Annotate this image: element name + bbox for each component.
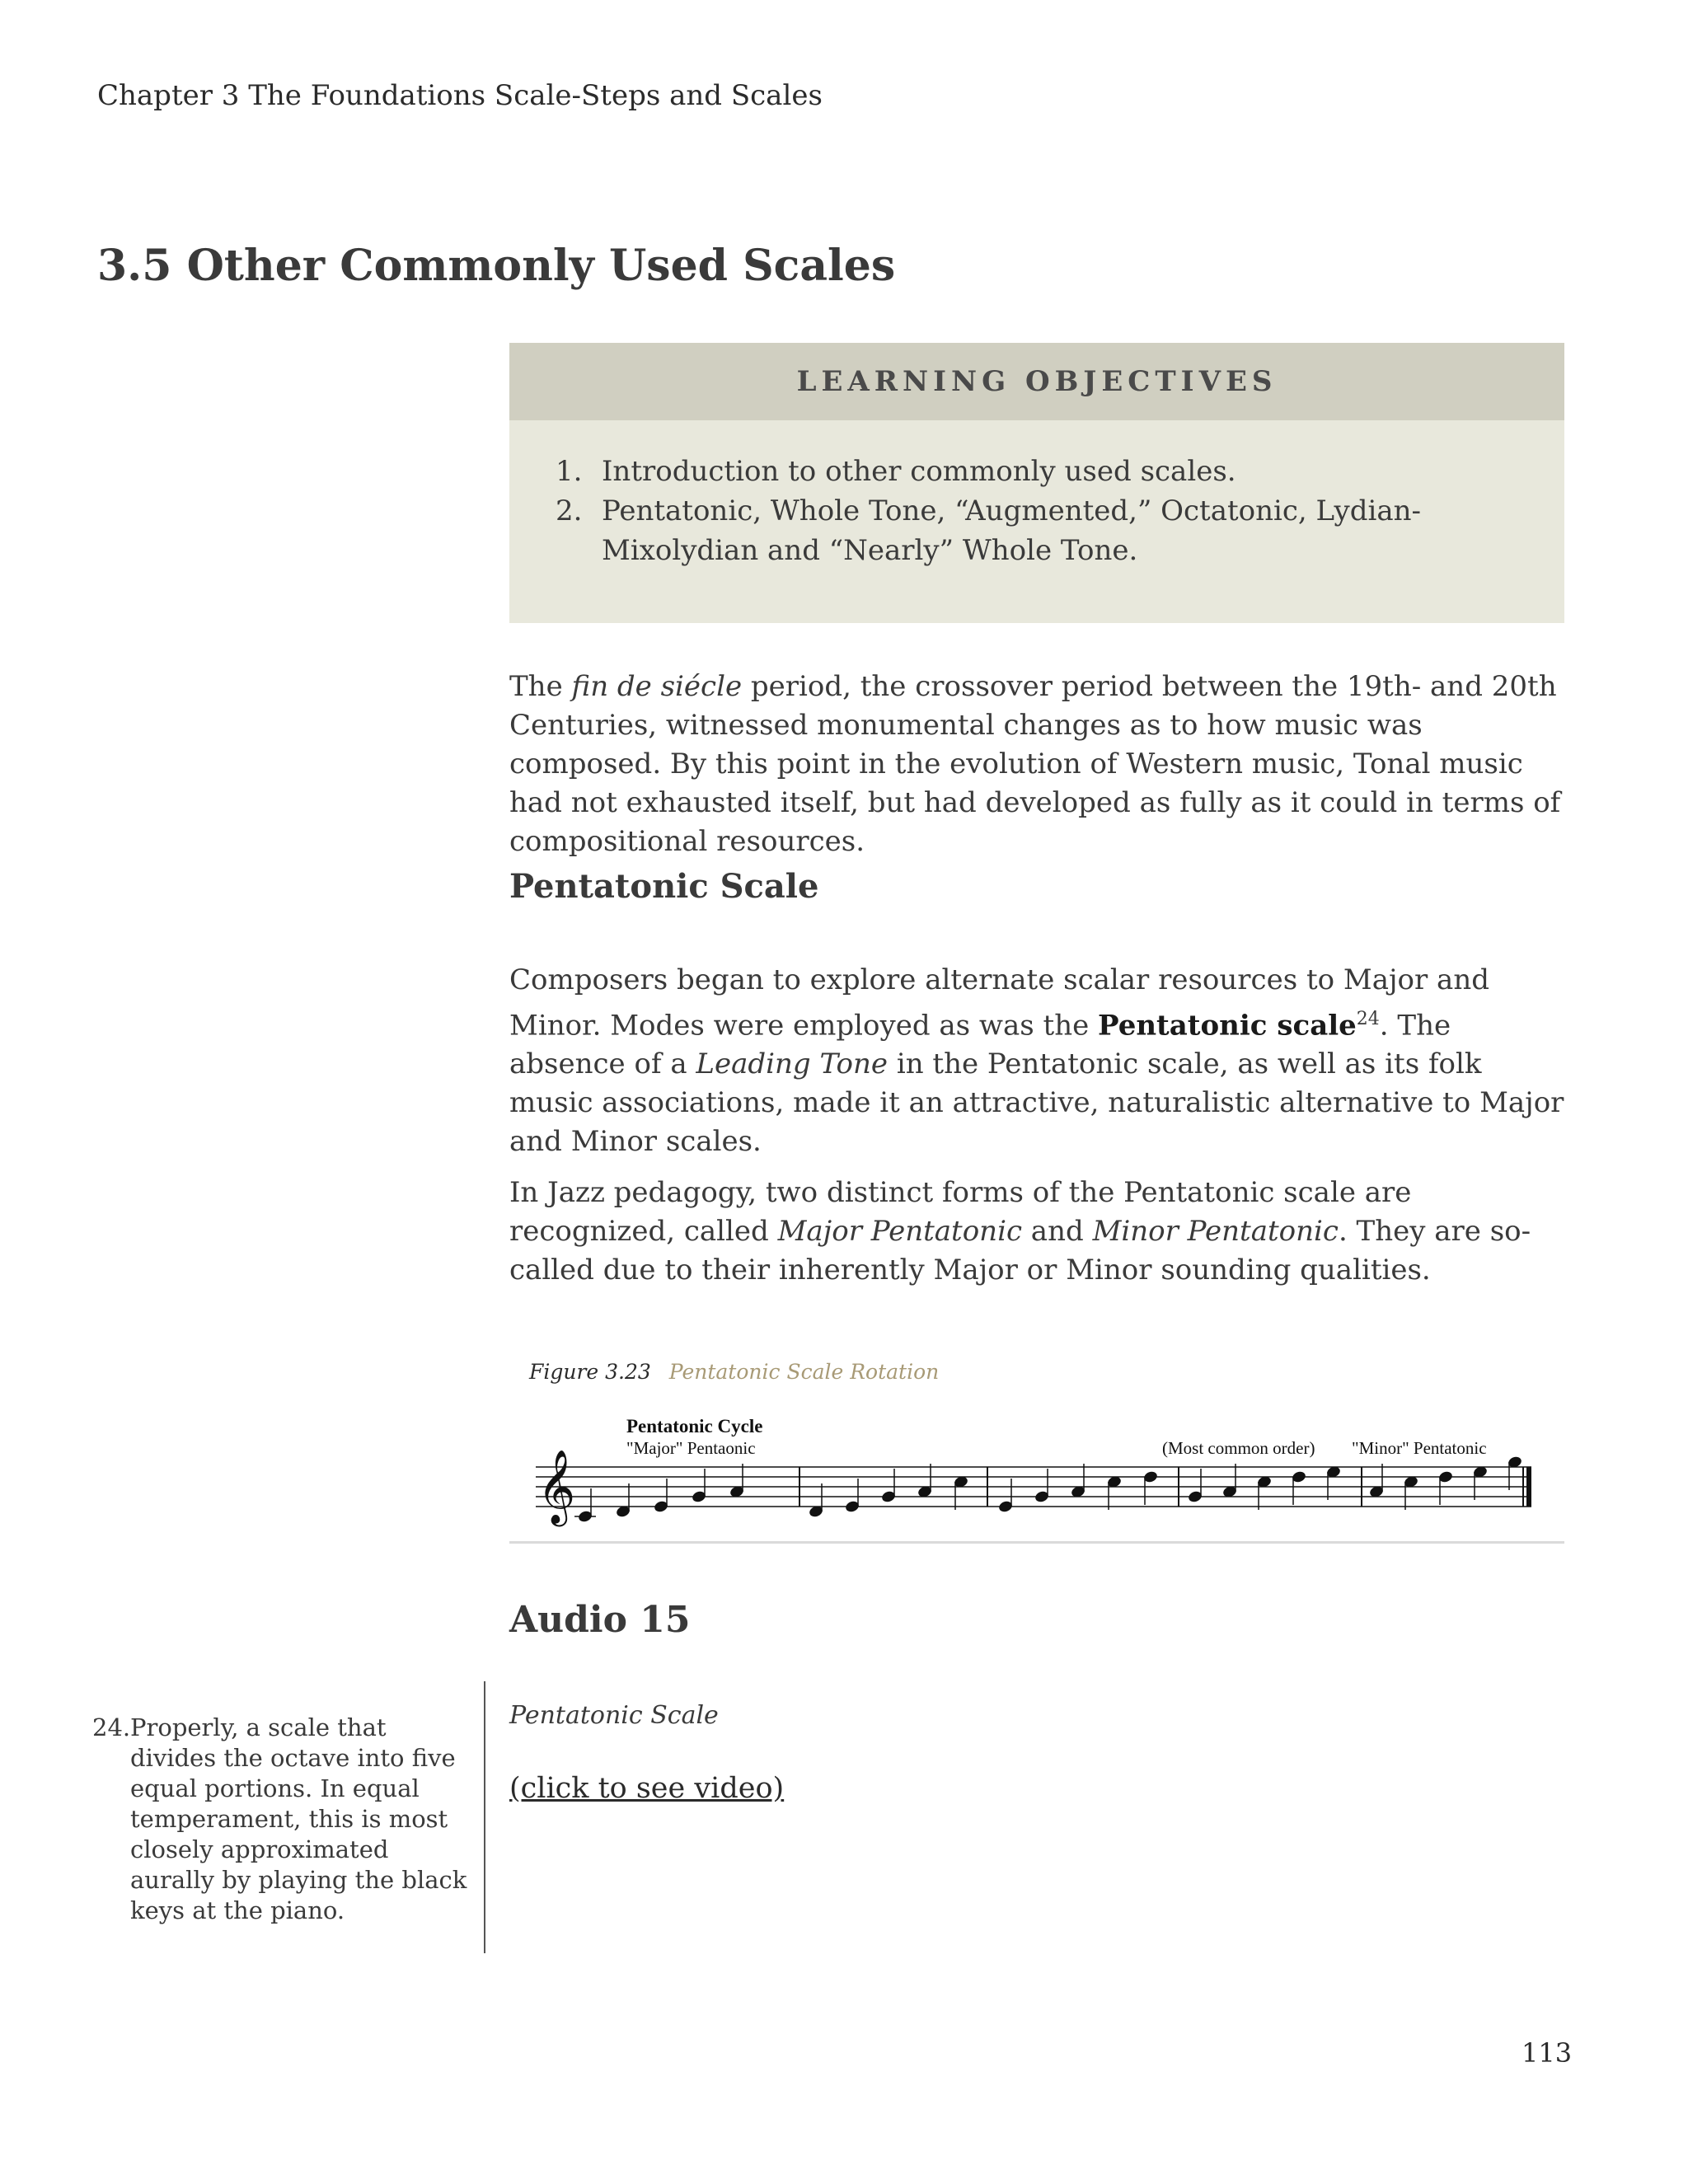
- paragraph-jazz-pedagogy: [509, 1174, 1564, 1290]
- text-run: . The absence of a: [509, 1009, 1451, 1081]
- text-run: Composers began to explore alternate scalar resources to Major and Minor. Modes were employed as was the: [509, 963, 1489, 1043]
- bold-term: Pentatonic scale: [1098, 1009, 1357, 1043]
- footnote-text: Properly, a scale that divides the octave into five equal portions. In equal temperament, this is most closely approximated aurally by playing the black keys at the piano.: [130, 1713, 467, 1924]
- text-run: The: [509, 670, 572, 703]
- learning-objectives-header: LEARNING OBJECTIVES: [509, 343, 1564, 420]
- objective-item: [556, 491, 1490, 570]
- music-staff-image: [528, 1414, 1558, 1530]
- figure-caption: [529, 1360, 939, 1384]
- objective-number: 1.: [556, 455, 583, 488]
- objective-text: Pentatonic, Whole Tone, “Augmented,” Octatonic, Lydian-Mixolydian and “Nearly” Whole Tone.: [602, 494, 1422, 567]
- heading-audio-15: Audio 15: [509, 1599, 691, 1641]
- section-title: 3.5 Other Commonly Used Scales: [97, 241, 896, 291]
- figure-label: Figure 3.23: [529, 1360, 651, 1384]
- page-number: 113: [1522, 2037, 1573, 2069]
- treble-clef-icon: 𝄞: [537, 1451, 576, 1522]
- running-head: Chapter 3 The Foundations Scale-Steps and Scales: [97, 79, 823, 112]
- video-link[interactable]: (click to see video): [509, 1772, 785, 1805]
- italic-term: Leading Tone: [696, 1047, 889, 1081]
- heading-pentatonic-scale: Pentatonic Scale: [509, 867, 819, 906]
- text-run: . They are so-called due to their inherently Major or Minor sounding qualities.: [509, 1215, 1531, 1286]
- footnote-ref[interactable]: 24: [1356, 1009, 1380, 1029]
- objective-item: [556, 452, 1490, 491]
- footnote-number: 24.: [92, 1713, 131, 1741]
- italic-term: Major Pentatonic: [777, 1215, 1022, 1248]
- footnote-divider: [484, 1681, 485, 1953]
- paragraph-fin-de-siecle: [509, 668, 1564, 861]
- text-run: In Jazz pedagogy, two distinct forms of the Pentatonic scale are recognized, called: [509, 1176, 1412, 1248]
- figure-title: Pentatonic Scale Rotation: [668, 1360, 940, 1384]
- objective-text: Introduction to other commonly used scales.: [602, 455, 1236, 488]
- notes-group: [574, 1455, 1523, 1524]
- text-run: in the Pentatonic scale, as well as its folk music associations, made it an attractive, naturalistic alternative to Major and Minor scales.: [509, 1047, 1564, 1159]
- objective-number: 2.: [556, 494, 583, 527]
- learning-objectives-box: [509, 343, 1564, 623]
- text-run: period, the crossover period between the 19th- and 20th Centuries, witnessed monumental changes as to how music was composed. By this point in the evolution of Western music, Tonal music had not exhausted itself, but had developed as fully as it could in terms of compositional resources.: [509, 670, 1561, 858]
- footnote-24: [92, 1713, 471, 1926]
- text-run: and: [1022, 1215, 1093, 1248]
- label-most-common-order: (Most common order): [1162, 1438, 1315, 1458]
- italic-term: Minor Pentatonic: [1092, 1215, 1339, 1248]
- paragraph-pentatonic-intro: [509, 961, 1564, 1161]
- figure-pentatonic-rotation: [509, 1352, 1564, 1544]
- staff-title: Pentatonic Cycle: [626, 1416, 763, 1436]
- label-minor-pentatonic: "Minor" Pentatonic: [1352, 1438, 1487, 1458]
- label-major-pentatonic: "Major" Pentaonic: [626, 1438, 756, 1458]
- learning-objectives-list: [509, 452, 1490, 570]
- audio-caption: Pentatonic Scale: [509, 1701, 719, 1730]
- italic-term: fin de siécle: [571, 670, 743, 703]
